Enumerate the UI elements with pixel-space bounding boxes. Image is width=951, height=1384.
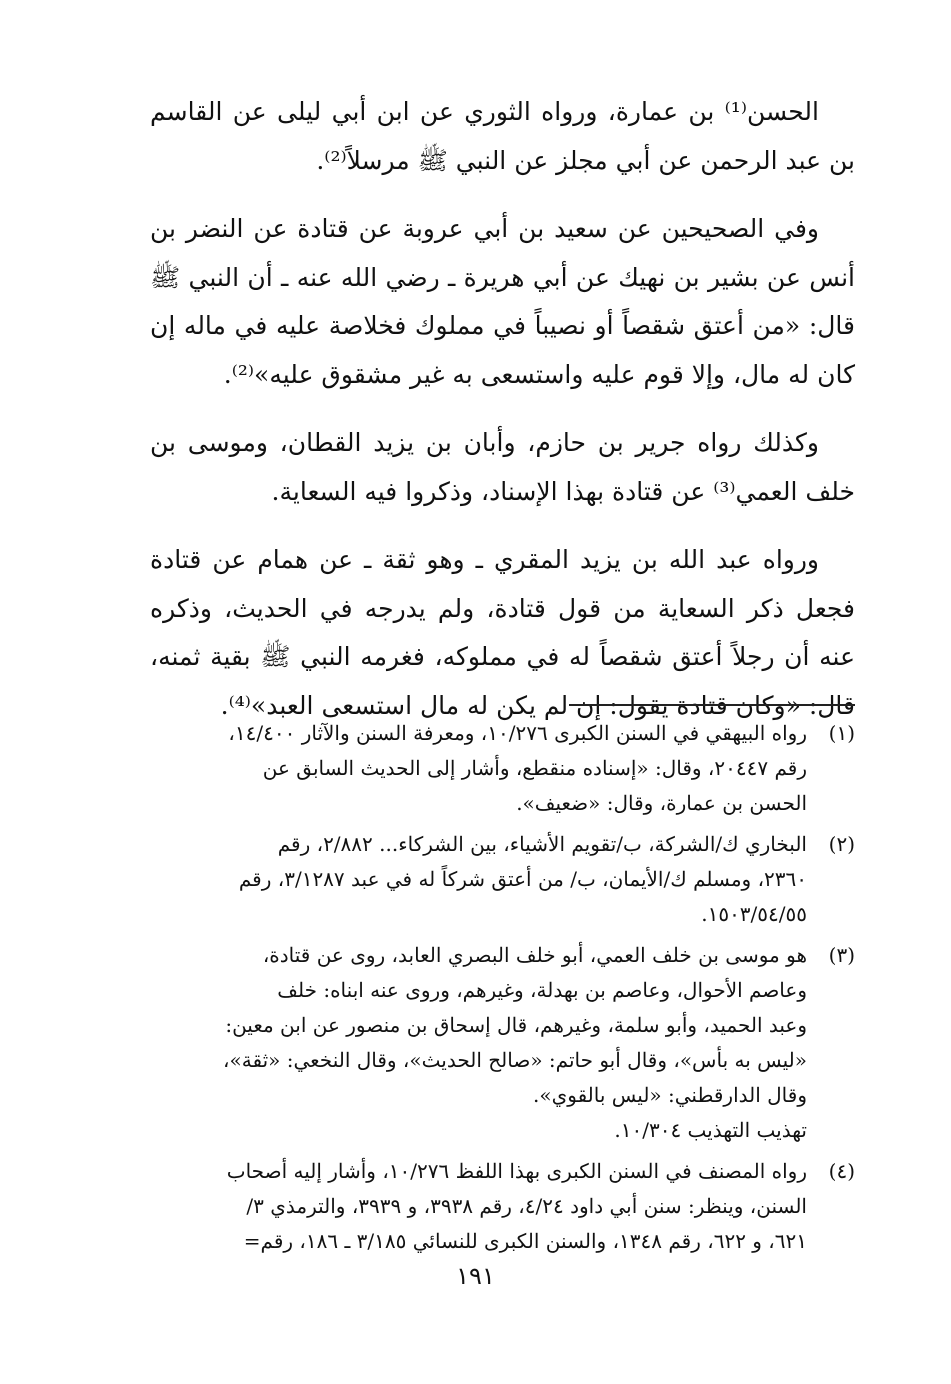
- footnote-number: (٣): [828, 943, 855, 967]
- footnote-line: رقم ٢٠٤٤٧، وقال: «إسناده منقطع، وأشار إلى الحديث السابق عن: [262, 756, 807, 780]
- footnote-line: وعاصم الأحوال، وعاصم بن بهدلة، وغيرهم، وروى عنه ابناه: خلف: [277, 978, 807, 1002]
- footnote-line: «ليس به بأس»، وقال أبو حاتم: «صالح الحديث»، وقال النخعي: «ثقة»،: [223, 1048, 807, 1072]
- footnote-text: [150, 827, 807, 932]
- footnote-number: (٢): [828, 832, 855, 856]
- paragraph: ورواه عبد الله بن يزيد المقري ـ وهو ثقة ـ عن همام عن قتادة فجعل ذكر السعاية من قول قتادة، ولم يدرجه في الحديث، وذكره عنه أن رجلاً أعتق شقصاً له في مملوكه، فغرمه النبي ﷺ بقية ثمنه، قال: «وكان قتادة يقول: إن لم يكن له مال استسعى العبد»⁽⁴⁾.: [150, 545, 855, 720]
- footnotes: [150, 716, 855, 1265]
- footnote: [150, 827, 855, 932]
- footnote-line: البخاري ك/الشركة، ب/تقويم الأشياء، بين الشركاء... ٢/٨٨٢، رقم: [277, 832, 807, 856]
- footnote: [150, 716, 855, 821]
- footnote-number: (١): [828, 721, 855, 745]
- footnote-line: ٦٢١، و ٦٢٢، رقم ١٣٤٨، والسنن الكبرى للنسائي ٣/١٨٥ ـ ١٨٦، رقم=: [243, 1229, 807, 1253]
- footnote: [150, 1154, 855, 1259]
- footnote-line: وعبد الحميد، وأبو سلمة، وغيرهم، قال إسحاق بن منصور عن ابن معين:: [225, 1013, 807, 1037]
- footnote-line: ٢٣٦٠، ومسلم ك/الأيمان، ب/ من أعتق شركاً له في عبد ٣/١٢٨٧، رقم: [238, 867, 807, 891]
- footnote-line: وقال الدارقطني: «ليس بالقوي».: [532, 1083, 807, 1107]
- footnote-text: [150, 938, 807, 1148]
- footnote-number: (٤): [828, 1159, 855, 1183]
- paragraph: وكذلك رواه جرير بن حازم، وأبان بن يزيد القطان، وموسى بن خلف العمي⁽³⁾ عن قتادة بهذا الإسناد، وذكروا فيه السعاية.: [150, 428, 855, 506]
- footnote-line: تهذيب التهذيب ١٠/٣٠٤.: [614, 1118, 807, 1142]
- page-number: ١٩١: [456, 1262, 495, 1290]
- footnote-text: [150, 1154, 807, 1259]
- main-text: [150, 88, 855, 750]
- footnote-line: ١٥٠٣/٥٤/٥٥.: [701, 902, 807, 926]
- footnote: [150, 938, 855, 1148]
- footnote-line: الحسن بن عمارة، وقال: «ضعيف».: [516, 791, 807, 815]
- footnote-separator: [569, 704, 855, 706]
- footnote-line: رواه المصنف في السنن الكبرى بهذا اللفظ ١٠/٢٧٦، وأشار إليه أصحاب: [226, 1159, 807, 1183]
- footnote-line: السنن، وينظر: سنن أبي داود ٤/٢٤، رقم ٣٩٣٨، و ٣٩٣٩، والترمذي ٣/: [246, 1194, 807, 1218]
- paragraph: وفي الصحيحين عن سعيد بن أبي عروبة عن قتادة عن النضر بن أنس عن بشير بن نهيك عن أبي هريرة ـ رضي الله عنه ـ أن النبي ﷺ قال: «من أعتق شقصاً أو نصيباً في مملوك فخلاصة عليه في ماله إن كان له مال، وإلا قوم عليه واستسعى به غير مشقوق عليه»⁽²⁾.: [150, 214, 855, 389]
- paragraph: الحسن⁽¹⁾ بن عمارة، ورواه الثوري عن ابن أبي ليلى عن القاسم بن عبد الرحمن عن أبي مجلز عن النبي ﷺ مرسلاً⁽²⁾.: [150, 97, 855, 175]
- footnote-line: هو موسى بن خلف العمي، أبو خلف البصري العابد، روى عن قتادة،: [262, 943, 807, 967]
- footnote-text: [150, 716, 807, 821]
- footnote-line: رواه البيهقي في السنن الكبرى ١٠/٢٧٦، ومعرفة السنن والآثار ١٤/٤٠٠،: [228, 721, 807, 745]
